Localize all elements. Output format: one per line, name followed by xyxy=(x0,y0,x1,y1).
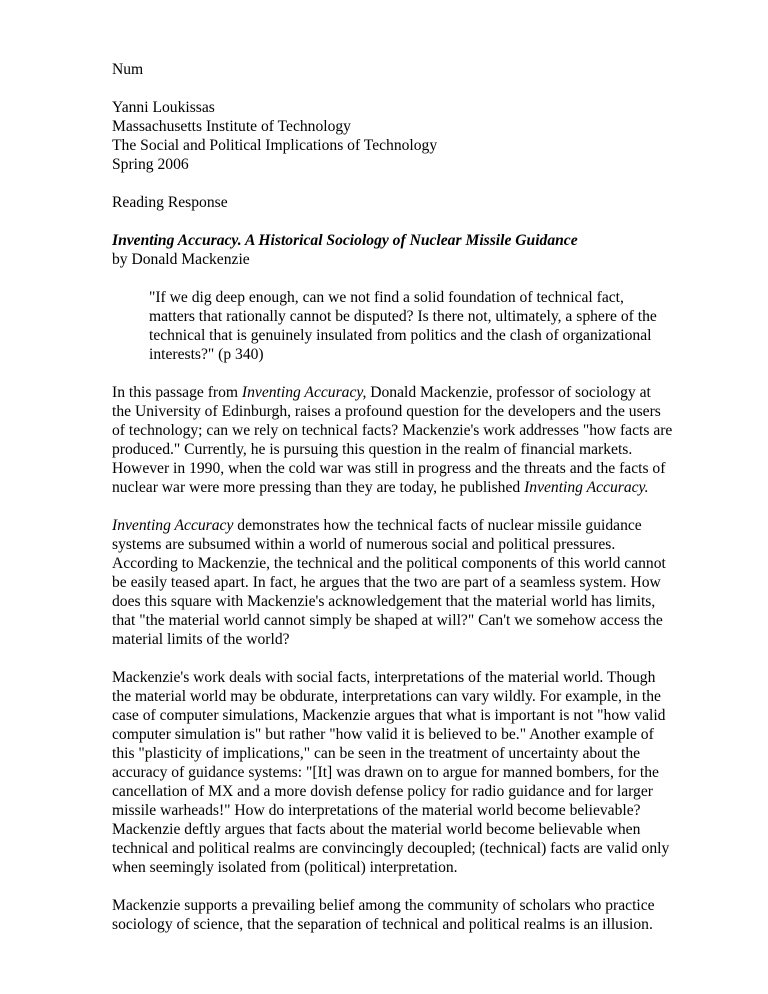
paragraph-line: computer simulation is" but rather "how valid it is believed to be." Another example of xyxy=(112,726,654,743)
paragraph-line: when seemingly isolated from (political) interpretation. xyxy=(112,859,458,876)
paragraph-line: does this square with Mackenzie's acknowledgement that the material world has limits, xyxy=(112,593,656,610)
paragraph-line: Mackenzie supports a prevailing belief among the community of scholars who practice xyxy=(112,897,655,914)
book-title: Inventing Accuracy. A Historical Sociology of Nuclear Missile Guidance xyxy=(112,232,578,249)
paragraph-line: Inventing Accuracy demonstrates how the technical facts of nuclear missile guidance xyxy=(112,517,642,534)
paragraph-3 xyxy=(112,668,672,877)
paragraph-line: systems are subsumed within a world of numerous social and political pressures. xyxy=(112,536,616,553)
paragraph-line: of technology; can we rely on technical facts? Mackenzie's work addresses "how facts are xyxy=(112,422,673,439)
author-name: Yanni Loukissas xyxy=(112,99,215,116)
term: Spring 2006 xyxy=(112,156,189,173)
paragraph-line: cancellation of MX and a more dovish defense policy for radio guidance and for larger xyxy=(112,783,653,800)
paragraph-line: However in 1990, when the cold war was still in progress and the threats and the facts of xyxy=(112,460,666,477)
book-title-inline: Inventing Accuracy, xyxy=(241,384,367,401)
paragraph-line: accuracy of guidance systems: "[It] was drawn on to argue for manned bombers, for the xyxy=(112,764,659,781)
paragraph-line: Mackenzie's work deals with social facts, interpretations of the material world. Though xyxy=(112,669,656,686)
document-body xyxy=(112,60,672,934)
paragraph-line: According to Mackenzie, the technical and the political components of this world cannot xyxy=(112,555,666,572)
block-quote xyxy=(149,288,672,364)
paragraph-line: material limits of the world? xyxy=(112,631,290,648)
document-type: Reading Response xyxy=(112,194,228,211)
course-name: The Social and Political Implications of Technology xyxy=(112,137,438,154)
paragraph-line: Mackenzie deftly argues that facts about the material world become believable when xyxy=(112,821,641,838)
quote-line: technical that is genuinely insulated from politics and the clash of organizational xyxy=(149,327,652,344)
paragraph-line: technical and political realms are convincingly decoupled; (technical) facts are valid only xyxy=(112,840,670,857)
paragraph-line: that "the material world cannot simply be shaped at will?" Can't we somehow access the xyxy=(112,612,663,629)
paragraph-line: the material world may be obdurate, interpretations can vary wildly. For example, in the xyxy=(112,688,661,705)
paragraph-line: this "plasticity of implications," can be seen in the treatment of uncertainty about the xyxy=(112,745,641,762)
book-title-inline: Inventing Accuracy. xyxy=(524,479,649,496)
paragraph-line: be easily teased apart. In fact, he argues that the two are part of a seamless system. How xyxy=(112,574,661,591)
paragraph-line: case of computer simulations, Mackenzie argues that what is important is not "how valid xyxy=(112,707,666,724)
paragraph-line: the University of Edinburgh, raises a profound question for the developers and the users xyxy=(112,403,661,420)
paragraph-line: missile warheads!" How do interpretations of the material world become believable? xyxy=(112,802,641,819)
quote-line: interests?" (p 340) xyxy=(149,346,264,363)
paragraph-2 xyxy=(112,516,672,649)
paragraph-4 xyxy=(112,896,672,934)
paragraph-line: sociology of science, that the separation of technical and political realms is an illusion. xyxy=(112,916,653,933)
book-title-inline: Inventing Accuracy xyxy=(112,517,234,534)
quote-line: matters that rationally cannot be disputed? Is there not, ultimately, a sphere of the xyxy=(149,308,657,325)
institution: Massachusetts Institute of Technology xyxy=(112,118,351,135)
paragraph-line: In this passage from Inventing Accuracy, Donald Mackenzie, professor of sociology at xyxy=(112,384,651,401)
book-byline: by Donald Mackenzie xyxy=(112,251,250,268)
num-label: Num xyxy=(112,61,144,78)
paragraph-line: produced." Currently, he is pursuing this question in the realm of financial markets. xyxy=(112,441,633,458)
author-block xyxy=(112,98,672,174)
quote-line: "If we dig deep enough, can we not find a solid foundation of technical fact, xyxy=(149,289,624,306)
paragraph-line: nuclear war were more pressing than they are today, he published Inventing Accuracy. xyxy=(112,479,649,496)
paragraph-1 xyxy=(112,383,672,497)
